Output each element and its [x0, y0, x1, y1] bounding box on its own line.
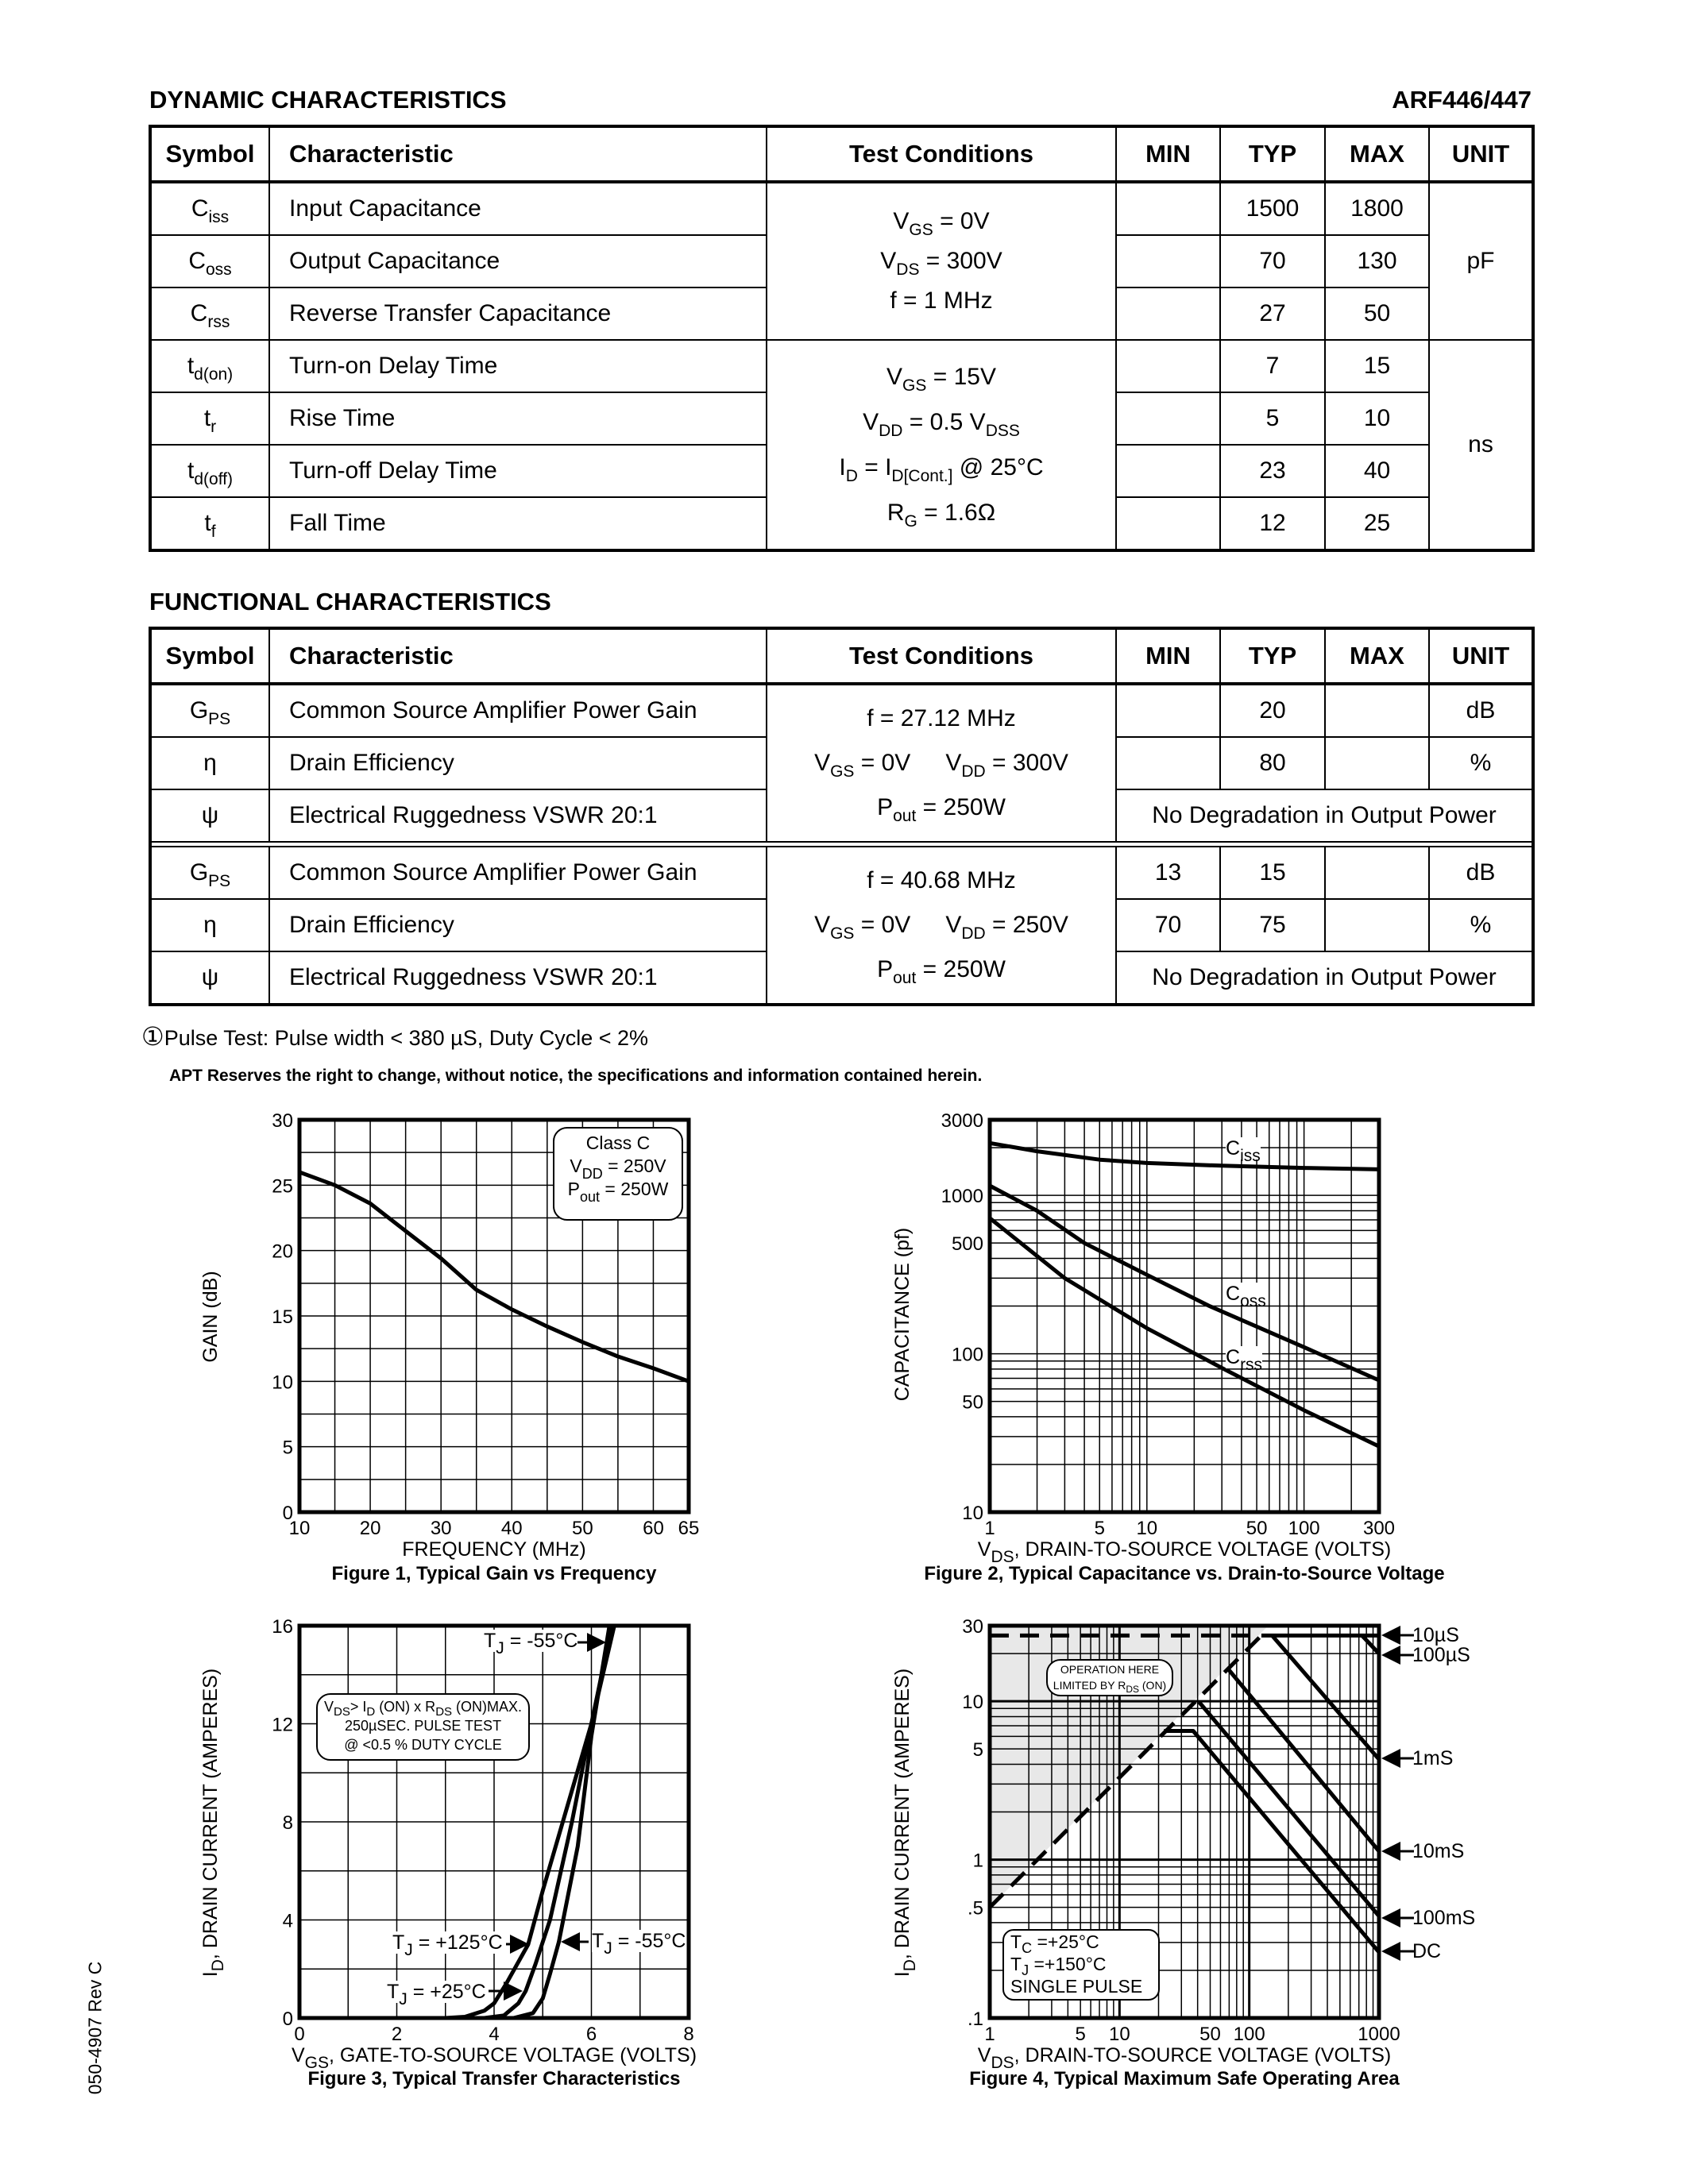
x-tick-label: 4: [489, 2024, 500, 2045]
safe-operating-area-chart: [894, 1602, 1506, 2074]
min-cell: [1116, 684, 1220, 737]
characteristic-cell: Turn-on Delay Time: [269, 340, 767, 392]
x-tick-label: 50: [1199, 2024, 1221, 2045]
test-conditions-cell: $V_{GS} = 0V$ $V_{DS} = 300V$ f = 1 MHz: [767, 182, 1116, 340]
table-row: [150, 182, 1533, 235]
conditions-box: $T_C =+25^\circ C$ $T_J =+150^\circ C$ SINGLE PULSE: [1002, 1929, 1160, 2001]
min-cell: [1116, 392, 1220, 445]
header-min: MIN: [1116, 628, 1220, 684]
header-min: MIN: [1116, 126, 1220, 182]
min-cell: [1116, 340, 1220, 392]
unit-cell: %: [1429, 899, 1533, 951]
test-conditions-cell: f = 27.12 MHz $V_{GS} = 0V$ $V_{DD} = 300V$ $P_{out} = 250W$: [767, 684, 1116, 842]
header-characteristic: Characteristic: [269, 126, 767, 182]
typ-cell: 20: [1220, 684, 1325, 737]
curve-label-minus55-top: $T_J = -55^\circ C$: [484, 1630, 578, 1657]
table-row: [150, 340, 1533, 392]
min-cell: [1116, 445, 1220, 497]
test-conditions-box: $V_{DS}> I_D$ (ON) x $R_{DS}$ (ON)MAX. 250µSEC. PULSE TEST @ <0.5 % DUTY CYCLE: [316, 1693, 530, 1761]
max-cell: [1325, 899, 1429, 951]
x-tick-label: 100: [1288, 1518, 1320, 1539]
characteristic-cell: Reverse Transfer Capacitance: [269, 287, 767, 340]
max-cell: 130: [1325, 235, 1429, 287]
table-row: [150, 684, 1533, 737]
curve-label-1ms: 1mS: [1412, 1747, 1454, 1769]
y-tick-label: 8: [282, 1812, 293, 1834]
curve-label-minus55: $T_J = -55^\circ C$: [592, 1930, 686, 1958]
typ-cell: 7: [1220, 340, 1325, 392]
y-tick-label: .5: [967, 1897, 983, 1920]
x-tick-label: 65: [678, 1518, 700, 1539]
x-tick-label: 300: [1362, 1518, 1396, 1539]
x-tick-label: 6: [585, 2024, 597, 2045]
no-degradation-cell: No Degradation in Output Power: [1116, 951, 1533, 1005]
series-100-s: [1362, 1635, 1379, 1653]
y-tick-label: 25: [272, 1175, 293, 1198]
y-tick-label: 500: [951, 1233, 983, 1256]
symbol-cell: $t_f$: [150, 497, 269, 550]
x-tick-label: 50: [1246, 1518, 1268, 1539]
dynamic-characteristics-table: [149, 125, 1535, 552]
y-tick-label: 1: [972, 1850, 983, 1872]
typ-cell: 75: [1220, 899, 1325, 951]
x-tick-label: 60: [643, 1518, 664, 1539]
symbol-cell: $t_{d(on)}$: [150, 340, 269, 392]
symbol-cell: ψ: [150, 789, 269, 842]
circled-one-icon: ①: [141, 1022, 164, 1051]
symbol-cell: $C_{oss}$: [150, 235, 269, 287]
y-tick-label: 10: [962, 1503, 983, 1524]
characteristic-cell: Drain Efficiency: [269, 899, 767, 951]
characteristic-cell: Turn-off Delay Time: [269, 445, 767, 497]
figure-caption: Figure 4, Typical Maximum Safe Operating Area: [969, 2068, 1400, 2089]
x-tick-label: 10: [1108, 2024, 1130, 2045]
y-axis-label: $I_D$, DRAIN CURRENT (AMPERES): [199, 1668, 227, 1978]
ciss-label: $C_{iss}$: [1226, 1137, 1261, 1165]
min-cell: 70: [1116, 899, 1220, 951]
characteristic-cell: Fall Time: [269, 497, 767, 550]
y-tick-label: 50: [962, 1391, 983, 1414]
header-unit: UNIT: [1429, 628, 1533, 684]
min-cell: [1116, 235, 1220, 287]
symbol-cell: $t_r$: [150, 392, 269, 445]
symbol-cell: $C_{iss}$: [150, 182, 269, 235]
header-symbol: Symbol: [150, 126, 269, 182]
test-conditions-cell: f = 40.68 MHz $V_{GS} = 0V$ $V_{DD} = 250V$ $P_{out} = 250W$: [767, 847, 1116, 1005]
typ-cell: 27: [1220, 287, 1325, 340]
max-cell: 40: [1325, 445, 1429, 497]
y-tick-label: 0: [282, 2008, 293, 2030]
y-tick-label: 4: [282, 1910, 293, 1932]
min-cell: [1116, 497, 1220, 550]
typ-cell: 15: [1220, 847, 1325, 899]
y-tick-label: 30: [962, 1616, 983, 1638]
unit-cell: %: [1429, 737, 1533, 789]
x-tick-label: 5: [1075, 2024, 1086, 2045]
y-tick-label: 10: [272, 1372, 293, 1394]
x-tick-label: 50: [572, 1518, 593, 1539]
x-axis-label: $V_{DS}$, DRAIN-TO-SOURCE VOLTAGE (VOLTS): [977, 1538, 1392, 1566]
plot-frame: [990, 1120, 1379, 1512]
symbol-cell: $C_{rss}$: [150, 287, 269, 340]
symbol-cell: ψ: [150, 951, 269, 1005]
typ-cell: 5: [1220, 392, 1325, 445]
section-title-dynamic: DYNAMIC CHARACTERISTICS: [149, 86, 507, 114]
symbol-cell: $t_{d(off)}$: [150, 445, 269, 497]
y-tick-label: 30: [272, 1110, 293, 1132]
header-test-conditions: Test Conditions: [767, 628, 1116, 684]
transfer-characteristics-chart: [204, 1602, 816, 2074]
crss-label: $C_{rss}$: [1226, 1346, 1263, 1374]
x-tick-label: 1: [984, 2024, 995, 2045]
characteristic-cell: Common Source Amplifier Power Gain: [269, 847, 767, 899]
conditions-box: Class C $V_{DD} = 250V$ $P_{out} = 250W$: [553, 1127, 683, 1221]
section-title-functional: FUNCTIONAL CHARACTERISTICS: [149, 588, 551, 615]
y-tick-label: 16: [272, 1616, 293, 1638]
unit-cell: ns: [1429, 340, 1533, 550]
rds-limit-label: OPERATION HERE LIMITED BY RDS (ON): [1046, 1659, 1173, 1696]
figure-caption: Figure 3, Typical Transfer Characteristics: [307, 2068, 681, 2089]
y-axis-label: CAPACITANCE (pf): [891, 1227, 914, 1402]
typ-cell: 1500: [1220, 182, 1325, 235]
min-cell: [1116, 287, 1220, 340]
capacitance-vs-voltage-chart: [894, 1096, 1506, 1568]
max-cell: 1800: [1325, 182, 1429, 235]
unit-cell: pF: [1429, 182, 1533, 340]
header-max: MAX: [1325, 628, 1429, 684]
header-symbol: Symbol: [150, 628, 269, 684]
document-number: 050-4907 Rev C: [84, 1961, 106, 2095]
header-unit: UNIT: [1429, 126, 1533, 182]
header-typ: TYP: [1220, 628, 1325, 684]
x-axis-label: $V_{DS}$, DRAIN-TO-SOURCE VOLTAGE (VOLTS): [977, 2044, 1392, 2072]
min-cell: 13: [1116, 847, 1220, 899]
part-number: ARF446/447: [1392, 86, 1532, 114]
functional-characteristics-table: [149, 627, 1535, 1006]
figure-caption: Figure 2, Typical Capacitance vs. Drain-to-Source Voltage: [924, 1563, 1445, 1584]
max-cell: 50: [1325, 287, 1429, 340]
header-characteristic: Characteristic: [269, 628, 767, 684]
no-degradation-cell: No Degradation in Output Power: [1116, 789, 1533, 842]
x-tick-label: 40: [500, 1518, 523, 1539]
y-tick-label: 5: [972, 1739, 983, 1761]
y-tick-label: 12: [272, 1714, 293, 1736]
max-cell: 15: [1325, 340, 1429, 392]
max-cell: [1325, 847, 1429, 899]
curve-label-dc: DC: [1412, 1940, 1442, 1962]
typ-cell: 80: [1220, 737, 1325, 789]
table-header-row: [150, 126, 1533, 182]
x-tick-label: 20: [359, 1518, 381, 1539]
table-row: [150, 847, 1533, 899]
min-cell: [1116, 737, 1220, 789]
gain-vs-frequency-chart: [204, 1096, 816, 1568]
typ-cell: 12: [1220, 497, 1325, 550]
figure-caption: Figure 1, Typical Gain vs Frequency: [331, 1563, 657, 1584]
y-tick-label: 20: [272, 1241, 293, 1263]
disclaimer: APT Reserves the right to change, without notice, the specifications and information contained herein.: [169, 1067, 983, 1085]
header-test-conditions: Test Conditions: [767, 126, 1116, 182]
max-cell: [1325, 737, 1429, 789]
series-crss: [990, 1218, 1379, 1446]
footnote: ①Pulse Test: Pulse width < 380 µS, Duty Cycle < 2%: [141, 1022, 649, 1051]
curve-label-plus25: $T_J = +25^\circ C$: [387, 1981, 486, 2008]
y-tick-label: 3000: [941, 1110, 983, 1132]
unit-cell: dB: [1429, 847, 1533, 899]
characteristic-cell: Common Source Amplifier Power Gain: [269, 684, 767, 737]
series-coss: [990, 1186, 1379, 1380]
x-tick-label: 1: [984, 1518, 995, 1539]
y-tick-label: 5: [282, 1437, 293, 1459]
characteristic-cell: Output Capacitance: [269, 235, 767, 287]
symbol-cell: $G_{PS}$: [150, 684, 269, 737]
symbol-cell: η: [150, 737, 269, 789]
max-cell: 10: [1325, 392, 1429, 445]
header-typ: TYP: [1220, 126, 1325, 182]
x-tick-label: 0: [294, 2024, 305, 2045]
header-max: MAX: [1325, 126, 1429, 182]
x-tick-label: 10: [1136, 1518, 1158, 1539]
characteristic-cell: Rise Time: [269, 392, 767, 445]
y-tick-label: .1: [967, 2008, 983, 2030]
y-axis-label: $I_D$, DRAIN CURRENT (AMPERES): [891, 1668, 919, 1978]
coss-label: $C_{oss}$: [1226, 1283, 1266, 1310]
min-cell: [1116, 182, 1220, 235]
x-tick-label: 1000: [1358, 2024, 1400, 2045]
curve-label-10ms: 10mS: [1412, 1840, 1465, 1862]
curve-label-plus125: $T_J = +125^\circ C$: [392, 1931, 503, 1959]
y-axis-label: GAIN (dB): [199, 1271, 222, 1363]
symbol-cell: $G_{PS}$: [150, 847, 269, 899]
y-tick-label: 15: [272, 1306, 293, 1328]
characteristic-cell: Electrical Ruggedness VSWR 20:1: [269, 789, 767, 842]
x-tick-label: 10: [288, 1518, 311, 1539]
symbol-cell: η: [150, 899, 269, 951]
x-axis-label: FREQUENCY (MHz): [402, 1538, 586, 1561]
y-tick-label: 1000: [941, 1186, 983, 1208]
characteristic-cell: Input Capacitance: [269, 182, 767, 235]
typ-cell: 70: [1220, 235, 1325, 287]
y-tick-label: 100: [951, 1344, 983, 1366]
x-tick-label: 5: [1094, 1518, 1105, 1539]
x-tick-label: 8: [683, 2024, 694, 2045]
typ-cell: 23: [1220, 445, 1325, 497]
x-tick-label: 30: [430, 1518, 452, 1539]
table-header-row: [150, 628, 1533, 684]
curve-label-100ms: 100mS: [1412, 1907, 1476, 1929]
series-ciss: [990, 1143, 1379, 1169]
test-conditions-cell: $V_{GS} = 15V$ $V_{DD} = 0.5$ $V_{DSS}$ $I_D = I_{D[Cont.]}$ @ 25°C $R_G = 1.6\Omega$: [767, 340, 1116, 550]
characteristic-cell: Drain Efficiency: [269, 737, 767, 789]
max-cell: 25: [1325, 497, 1429, 550]
y-tick-label: 0: [282, 1503, 293, 1524]
x-tick-label: 2: [391, 2024, 403, 2045]
max-cell: [1325, 684, 1429, 737]
curve-label-100us: 100µS: [1412, 1644, 1470, 1666]
x-tick-label: 100: [1233, 2024, 1265, 2045]
x-axis-label: $V_{GS}$, GATE-TO-SOURCE VOLTAGE (VOLTS): [291, 2044, 697, 2072]
y-tick-label: 10: [962, 1692, 983, 1714]
unit-cell: dB: [1429, 684, 1533, 737]
characteristic-cell: Electrical Ruggedness VSWR 20:1: [269, 951, 767, 1005]
curve-label-10us: 10µS: [1412, 1624, 1459, 1646]
